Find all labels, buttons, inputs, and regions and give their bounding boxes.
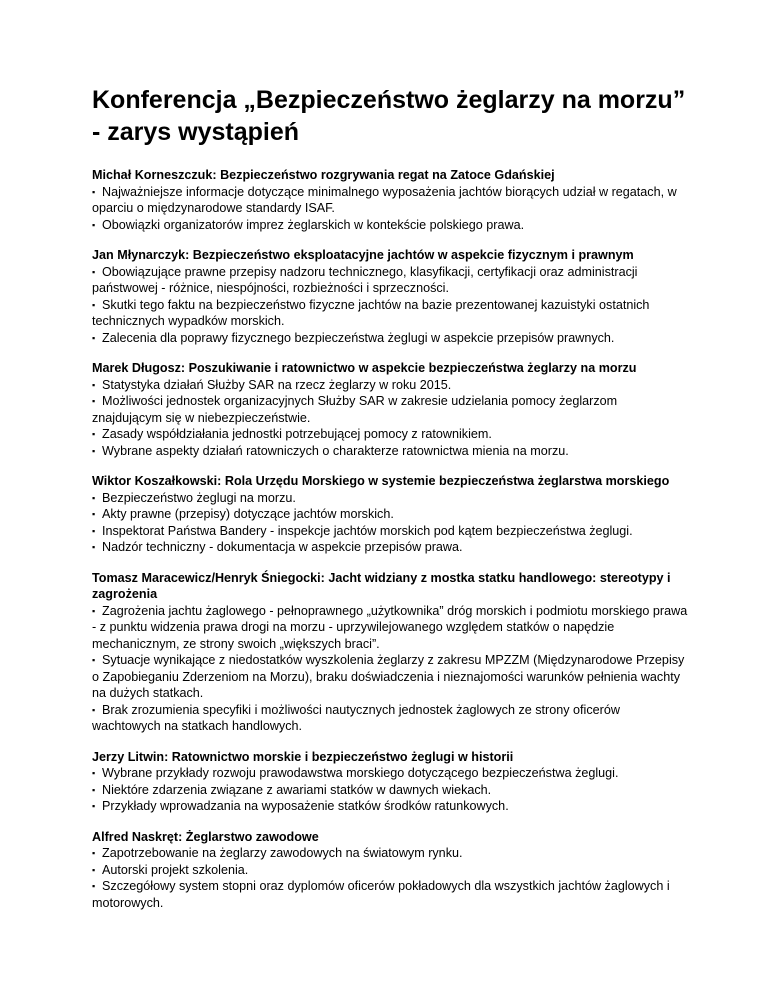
bullet-item	[92, 539, 688, 556]
bullet-text: Niektóre zdarzenia związane z awariami statków w dawnych wiekach.	[102, 782, 492, 797]
bullet-square-icon: ▪	[92, 655, 96, 665]
presentation-section	[92, 360, 688, 459]
bullet-text: Zapotrzebowanie na żeglarzy zawodowych na światowym rynku.	[102, 846, 463, 860]
bullet-item	[92, 702, 688, 735]
bullet-square-icon: ▪	[92, 542, 96, 552]
bullet-item	[92, 603, 688, 653]
bullet-item	[92, 377, 688, 394]
presentation-section	[92, 829, 688, 912]
bullet-item	[92, 765, 688, 782]
bullet-square-icon: ▪	[92, 605, 96, 616]
section-heading: Jerzy Litwin: Ratownictwo morskie i bezpieczeństwo żeglugi w historii	[92, 749, 514, 764]
bullet-item	[92, 264, 688, 297]
bullet-item	[92, 652, 688, 702]
bullet-square-icon: ▪	[92, 299, 96, 310]
bullet-square-icon: ▪	[92, 266, 96, 277]
bullet-square-icon: ▪	[92, 801, 96, 811]
bullet-item	[92, 297, 688, 330]
bullet-text: Obowiązujące prawne przepisy nadzoru technicznego, klasyfikacji, certyfikacji oraz administracji państwowej - różnice, niespójności, rozbieżności i sprzeczności.	[92, 264, 638, 295]
presentation-section	[92, 473, 688, 556]
presentations-list	[92, 167, 688, 911]
bullet-text: Sytuacje wynikające z niedostatków wyszkolenia żeglarzy z zakresu MPZZM (Międzynarodowe Przepisy o Zapobieganiu Zderzeniom na Morzu), braku doświadczenia i nieznajomości warunków pełnienia wachty na dużych statkach.	[92, 653, 685, 700]
bullet-square-icon: ▪	[92, 492, 96, 503]
bullet-square-icon: ▪	[92, 379, 96, 390]
bullet-square-icon: ▪	[92, 186, 96, 197]
bullet-square-icon: ▪	[92, 332, 96, 343]
bullet-text: Statystyka działań Służby SAR na rzecz żeglarzy w roku 2015.	[102, 377, 452, 392]
bullet-text: Skutki tego faktu na bezpieczeństwo fizyczne jachtów na bazie prezentowanej kazuistyki ostatnich technicznych wypadków morskich.	[92, 297, 650, 328]
section-heading: Tomasz Maracewicz/Henryk Śniegocki: Jacht widziany z mostka statku handlowego: stereotypy i zagrożenia	[92, 570, 671, 601]
bullet-text: Zalecenia dla poprawy fizycznego bezpieczeństwa żeglugi w aspekcie przepisów prawnych.	[102, 330, 615, 345]
bullet-square-icon: ▪	[92, 848, 96, 858]
section-heading: Jan Młynarczyk: Bezpieczeństwo eksploatacyjne jachtów w aspekcie fizycznym i prawnym	[92, 248, 634, 262]
bullet-item	[92, 782, 688, 799]
bullet-item	[92, 393, 688, 426]
section-heading: Wiktor Koszałkowski: Rola Urzędu Morskiego w systemie bezpieczeństwa żeglarstwa morskiego	[92, 474, 670, 488]
bullet-square-icon: ▪	[92, 396, 96, 406]
bullet-text: Wybrane aspekty działań ratowniczych o charakterze ratownictwa mienia na morzu.	[102, 443, 569, 458]
bullet-text: Obowiązki organizatorów imprez żeglarskich w kontekście polskiego prawa.	[102, 217, 525, 232]
bullet-text: Autorski projekt szkolenia.	[102, 862, 249, 877]
section-heading: Michał Korneszczuk: Bezpieczeństwo rozgrywania regat na Zatoce Gdańskiej	[92, 168, 555, 182]
bullet-item	[92, 184, 688, 217]
title-line-1: Konferencja „Bezpieczeństwo żeglarzy na morzu”	[92, 86, 686, 114]
bullet-item	[92, 426, 688, 443]
bullet-text: Szczegółowy system stopni oraz dyplomów oficerów pokładowych dla wszystkich jachtów żaglowych i motorowych.	[92, 879, 670, 910]
bullet-item	[92, 506, 688, 523]
bullet-text: Możliwości jednostek organizacyjnych Służby SAR w zakresie udzielania pomocy żeglarzom znajdującym się w niebezpieczeństwie.	[92, 394, 618, 425]
section-heading: Alfred Naskręt: Żeglarstwo zawodowe	[92, 829, 319, 844]
bullet-item	[92, 798, 688, 815]
bullet-square-icon: ▪	[92, 881, 96, 891]
bullet-item	[92, 523, 688, 540]
bullet-text: Zasady współdziałania jednostki potrzebującej pomocy z ratownikiem.	[102, 427, 492, 441]
bullet-square-icon: ▪	[92, 509, 96, 519]
bullet-item	[92, 217, 688, 234]
bullet-item	[92, 845, 688, 862]
bullet-item	[92, 862, 688, 879]
bullet-text: Bezpieczeństwo żeglugi na morzu.	[102, 490, 296, 505]
bullet-item	[92, 878, 688, 911]
bullet-item	[92, 443, 688, 460]
bullet-text: Akty prawne (przepisy) dotyczące jachtów morskich.	[102, 507, 394, 521]
presentation-section	[92, 167, 688, 233]
bullet-square-icon: ▪	[92, 525, 96, 536]
presentation-section	[92, 570, 688, 735]
bullet-square-icon: ▪	[92, 864, 96, 875]
bullet-text: Najważniejsze informacje dotyczące minimalnego wyposażenia jachtów biorących udział w regatach, w oparciu o międzynarodowe standardy ISAF.	[92, 184, 677, 215]
title-line-2: - zarys wystąpień	[92, 118, 300, 146]
bullet-item	[92, 490, 688, 507]
bullet-text: Nadzór techniczny - dokumentacja w aspekcie przepisów prawa.	[102, 540, 463, 554]
bullet-square-icon: ▪	[92, 768, 96, 778]
bullet-square-icon: ▪	[92, 429, 96, 439]
bullet-text: Przykłady wprowadzania na wyposażenie statków środków ratunkowych.	[102, 799, 509, 813]
presentation-section	[92, 247, 688, 346]
bullet-text: Inspektorat Państwa Bandery - inspekcje jachtów morskich pod kątem bezpieczeństwa żeglugi.	[102, 523, 633, 538]
bullet-text: Brak zrozumienia specyfiki i możliwości nautycznych jednostek żaglowych ze strony oficerów wachtowych na statkach handlowych.	[92, 702, 620, 733]
bullet-square-icon: ▪	[92, 219, 96, 230]
bullet-item	[92, 330, 688, 347]
bullet-text: Zagrożenia jachtu żaglowego - pełnoprawnego „użytkownika” dróg morskich i podmiotu morskiego prawa - z punktu widzenia prawa drogi na morzu - uprzywilejowanego względem statków o napędzie mechanicznym, ze strony swoich „większych braci”.	[92, 603, 688, 651]
presentation-section	[92, 749, 688, 815]
page-title	[92, 84, 688, 148]
bullet-square-icon: ▪	[92, 704, 96, 715]
section-heading: Marek Długosz: Poszukiwanie i ratownictwo w aspekcie bezpieczeństwa żeglarzy na morzu	[92, 361, 637, 375]
bullet-square-icon: ▪	[92, 784, 96, 795]
bullet-square-icon: ▪	[92, 445, 96, 456]
bullet-text: Wybrane przykłady rozwoju prawodawstwa morskiego dotyczącego bezpieczeństwa żeglugi.	[102, 766, 619, 780]
